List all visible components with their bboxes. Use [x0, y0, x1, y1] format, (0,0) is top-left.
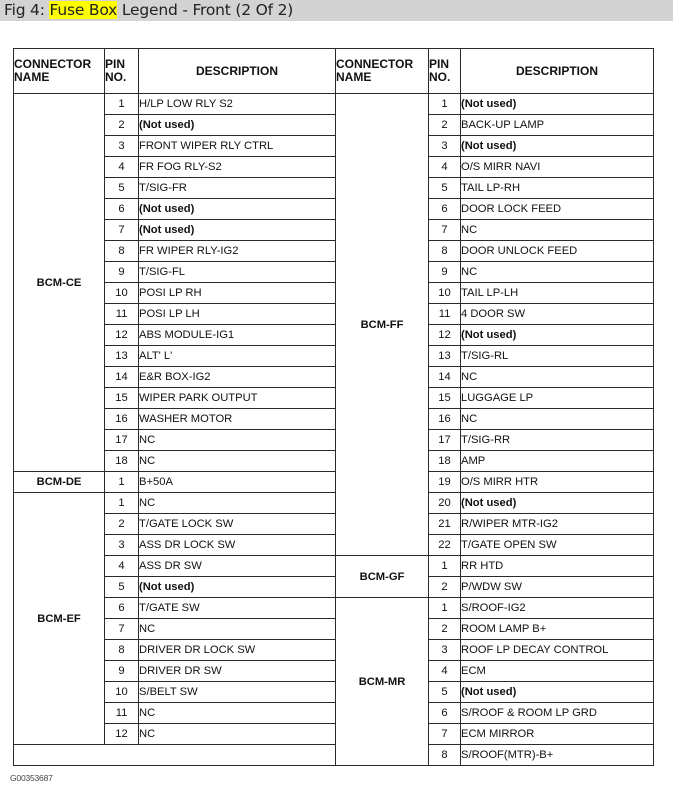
header-pin-no-right: PIN NO.	[429, 49, 461, 94]
pin-number: 12	[105, 325, 139, 346]
table-row	[14, 577, 654, 598]
pin-description: FR FOG RLY-S2	[139, 157, 336, 178]
pin-description: DOOR LOCK FEED	[461, 199, 654, 220]
table-row	[14, 472, 654, 493]
pin-description: ALT' L'	[139, 346, 336, 367]
pin-description: POSI LP LH	[139, 304, 336, 325]
header-connector-name-left: CONNECTOR NAME	[14, 49, 105, 94]
pin-number: 7	[105, 619, 139, 640]
pin-number: 4	[105, 157, 139, 178]
pin-number: 13	[429, 346, 461, 367]
table-row	[14, 283, 654, 304]
table-row	[14, 556, 654, 577]
pin-description: NC	[461, 367, 654, 388]
title-highlight: Fuse Box	[49, 1, 118, 19]
pin-number: 17	[429, 430, 461, 451]
figure-code: G00353687	[10, 773, 53, 783]
table-row	[14, 367, 654, 388]
pin-number: 17	[105, 430, 139, 451]
header-description-right: DESCRIPTION	[461, 49, 654, 94]
table-row	[14, 535, 654, 556]
pin-description: T/SIG-RL	[461, 346, 654, 367]
pin-number: 8	[429, 745, 461, 766]
pin-number: 18	[429, 451, 461, 472]
pin-description: T/GATE LOCK SW	[139, 514, 336, 535]
pin-description: AMP	[461, 451, 654, 472]
pin-description: (Not used)	[461, 94, 654, 115]
pin-description: O/S MIRR NAVI	[461, 157, 654, 178]
pin-number: 5	[429, 178, 461, 199]
pin-number: 9	[105, 661, 139, 682]
pin-number: 5	[105, 178, 139, 199]
pin-description: T/GATE SW	[139, 598, 336, 619]
pin-description: 4 DOOR SW	[461, 304, 654, 325]
pin-description: ECM MIRROR	[461, 724, 654, 745]
table-row	[14, 640, 654, 661]
pin-description: FRONT WIPER RLY CTRL	[139, 136, 336, 157]
pin-number: 6	[429, 199, 461, 220]
pin-number: 11	[105, 703, 139, 724]
pin-description: S/BELT SW	[139, 682, 336, 703]
title-prefix: Fig 4:	[4, 1, 50, 19]
pin-number: 21	[429, 514, 461, 535]
table-row	[14, 598, 654, 619]
pin-number: 6	[429, 703, 461, 724]
pin-description: ECM	[461, 661, 654, 682]
pin-description: R/WIPER MTR-IG2	[461, 514, 654, 535]
pin-description: LUGGAGE LP	[461, 388, 654, 409]
pin-description: (Not used)	[461, 136, 654, 157]
pin-description: (Not used)	[139, 115, 336, 136]
pin-number: 13	[105, 346, 139, 367]
pin-number: 14	[105, 367, 139, 388]
header-connector-name-right: CONNECTOR NAME	[336, 49, 429, 94]
table-row	[14, 325, 654, 346]
pin-description: E&R BOX-IG2	[139, 367, 336, 388]
pin-description: WIPER PARK OUTPUT	[139, 388, 336, 409]
legend-body	[14, 94, 654, 766]
pin-number: 10	[105, 283, 139, 304]
pin-number: 2	[429, 577, 461, 598]
table-row	[14, 745, 654, 766]
pin-number: 1	[429, 94, 461, 115]
pin-number: 7	[429, 724, 461, 745]
pin-number: 1	[429, 598, 461, 619]
pin-number: 6	[105, 199, 139, 220]
pin-description: (Not used)	[461, 682, 654, 703]
pin-description: ABS MODULE-IG1	[139, 325, 336, 346]
pin-number: 7	[105, 220, 139, 241]
pin-description: WASHER MOTOR	[139, 409, 336, 430]
pin-number: 2	[105, 514, 139, 535]
table-row	[14, 178, 654, 199]
pin-number: 5	[429, 682, 461, 703]
table-row	[14, 136, 654, 157]
pin-description: O/S MIRR HTR	[461, 472, 654, 493]
pin-number: 11	[105, 304, 139, 325]
pin-number: 3	[429, 136, 461, 157]
pin-description: DRIVER DR SW	[139, 661, 336, 682]
pin-description: NC	[461, 220, 654, 241]
pin-description: DRIVER DR LOCK SW	[139, 640, 336, 661]
table-row	[14, 430, 654, 451]
connector-name: BCM-EF	[14, 493, 105, 745]
pin-number: 12	[429, 325, 461, 346]
pin-description: TAIL LP-LH	[461, 283, 654, 304]
pin-description: POSI LP RH	[139, 283, 336, 304]
header-pin-no-left: PIN NO.	[105, 49, 139, 94]
pin-description: (Not used)	[461, 325, 654, 346]
pin-number: 3	[105, 535, 139, 556]
pin-description: B+50A	[139, 472, 336, 493]
table-row	[14, 493, 654, 514]
pin-number: 3	[105, 136, 139, 157]
fuse-box-legend-table	[13, 48, 654, 766]
pin-description: TAIL LP-RH	[461, 178, 654, 199]
pin-number: 8	[105, 640, 139, 661]
table-row	[14, 220, 654, 241]
table-row	[14, 199, 654, 220]
table-row	[14, 409, 654, 430]
table-row	[14, 514, 654, 535]
pin-description: ASS DR SW	[139, 556, 336, 577]
table-row	[14, 115, 654, 136]
pin-description: NC	[461, 409, 654, 430]
pin-description: T/SIG-FR	[139, 178, 336, 199]
pin-number: 2	[429, 619, 461, 640]
pin-description: H/LP LOW RLY S2	[139, 94, 336, 115]
pin-number: 4	[429, 661, 461, 682]
pin-description: NC	[139, 493, 336, 514]
connector-name: BCM-CE	[14, 94, 105, 472]
table-row	[14, 661, 654, 682]
pin-description: ASS DR LOCK SW	[139, 535, 336, 556]
table-row	[14, 157, 654, 178]
pin-description: (Not used)	[461, 493, 654, 514]
pin-number: 4	[105, 556, 139, 577]
pin-number: 2	[105, 115, 139, 136]
figure-title-bar	[0, 0, 673, 21]
pin-description: NC	[461, 262, 654, 283]
pin-description: NC	[139, 451, 336, 472]
table-row	[14, 388, 654, 409]
empty-filler-row	[14, 745, 336, 766]
pin-number: 16	[429, 409, 461, 430]
pin-description: NC	[139, 430, 336, 451]
pin-number: 1	[105, 472, 139, 493]
pin-description: T/GATE OPEN SW	[461, 535, 654, 556]
pin-number: 9	[105, 262, 139, 283]
connector-name: BCM-GF	[336, 556, 429, 598]
pin-number: 19	[429, 472, 461, 493]
pin-description: ROOM LAMP B+	[461, 619, 654, 640]
table-row	[14, 262, 654, 283]
pin-description: BACK-UP LAMP	[461, 115, 654, 136]
table-row	[14, 346, 654, 367]
table-row	[14, 703, 654, 724]
table-row	[14, 451, 654, 472]
pin-number: 6	[105, 598, 139, 619]
pin-description: (Not used)	[139, 220, 336, 241]
pin-number: 15	[105, 388, 139, 409]
pin-description: S/ROOF & ROOM LP GRD	[461, 703, 654, 724]
pin-description: NC	[139, 703, 336, 724]
pin-number: 2	[429, 115, 461, 136]
pin-description: NC	[139, 619, 336, 640]
connector-name: BCM-MR	[336, 598, 429, 766]
pin-description: ROOF LP DECAY CONTROL	[461, 640, 654, 661]
header-row	[14, 49, 654, 94]
pin-number: 8	[105, 241, 139, 262]
pin-number: 5	[105, 577, 139, 598]
table-row	[14, 241, 654, 262]
pin-description: RR HTD	[461, 556, 654, 577]
pin-number: 1	[105, 94, 139, 115]
pin-number: 15	[429, 388, 461, 409]
pin-number: 14	[429, 367, 461, 388]
pin-number: 18	[105, 451, 139, 472]
table-row	[14, 724, 654, 745]
header-description-left: DESCRIPTION	[139, 49, 336, 94]
pin-description: FR WIPER RLY-IG2	[139, 241, 336, 262]
pin-description: T/SIG-RR	[461, 430, 654, 451]
pin-description: NC	[139, 724, 336, 745]
pin-description: (Not used)	[139, 199, 336, 220]
title-suffix: Legend - Front (2 Of 2)	[117, 1, 294, 19]
pin-description: S/ROOF-IG2	[461, 598, 654, 619]
pin-number: 10	[429, 283, 461, 304]
pin-number: 7	[429, 220, 461, 241]
connector-name: BCM-FF	[336, 94, 429, 556]
pin-description: T/SIG-FL	[139, 262, 336, 283]
pin-number: 10	[105, 682, 139, 703]
figure-title	[4, 0, 293, 21]
pin-number: 4	[429, 157, 461, 178]
pin-number: 1	[105, 493, 139, 514]
pin-description: P/WDW SW	[461, 577, 654, 598]
pin-description: (Not used)	[139, 577, 336, 598]
table-row	[14, 94, 654, 115]
pin-number: 1	[429, 556, 461, 577]
table-row	[14, 619, 654, 640]
pin-number: 11	[429, 304, 461, 325]
table-row	[14, 304, 654, 325]
pin-number: 20	[429, 493, 461, 514]
pin-number: 9	[429, 262, 461, 283]
pin-number: 8	[429, 241, 461, 262]
pin-number: 16	[105, 409, 139, 430]
pin-description: DOOR UNLOCK FEED	[461, 241, 654, 262]
pin-number: 12	[105, 724, 139, 745]
connector-name: BCM-DE	[14, 472, 105, 493]
pin-description: S/ROOF(MTR)-B+	[461, 745, 654, 766]
pin-number: 22	[429, 535, 461, 556]
pin-number: 3	[429, 640, 461, 661]
table-row	[14, 682, 654, 703]
